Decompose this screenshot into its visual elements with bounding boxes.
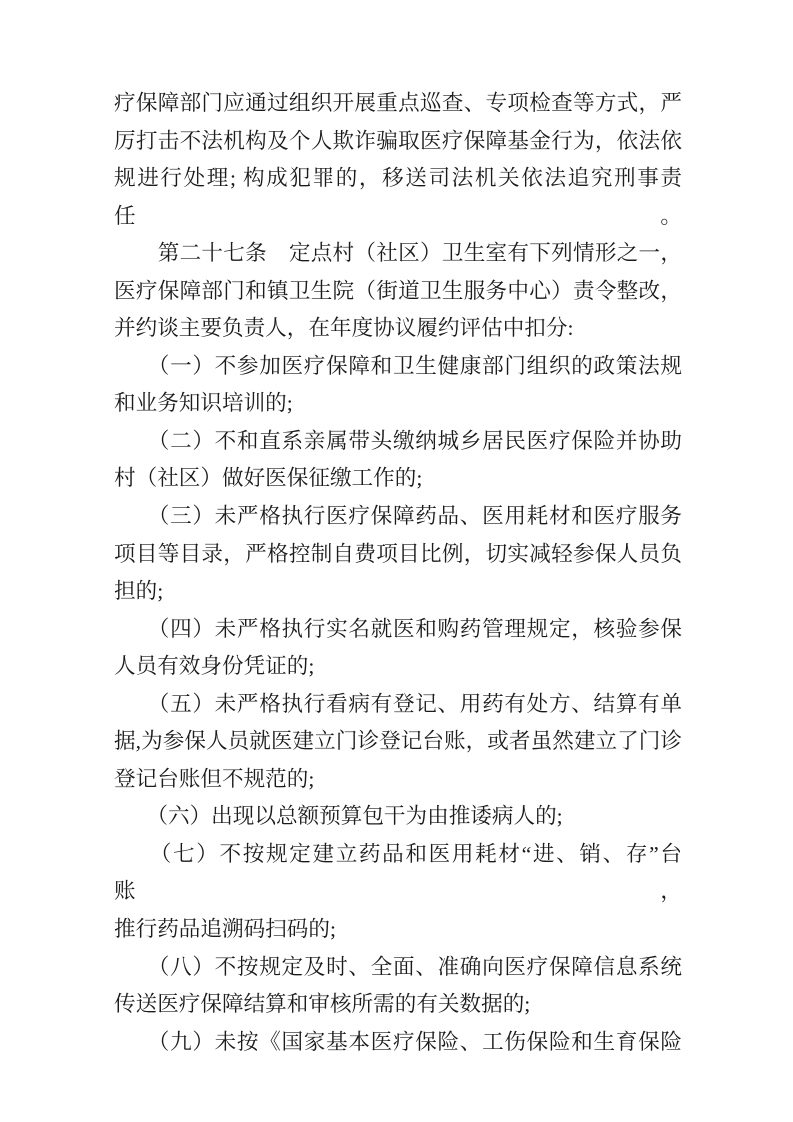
text-line: （三）未严格执行医疗保障药品、医用耗材和医疗服务 (114, 504, 682, 529)
text-line: （一）不参加医疗保障和卫生健康部门组织的政策法规 (114, 353, 682, 378)
text-line: 村（社区）做好医保征缴工作的; (114, 466, 423, 491)
text-line: 规进行处理; 构成犯罪的，移送司法机关依法追究刑事责任。 (114, 166, 682, 228)
text-line: 疗保障部门应通过组织开展重点巡查、专项检查等方式，严 (114, 91, 682, 115)
text-line: 并约谈主要负责人，在年度协议履约评估中扣分: (114, 316, 574, 341)
document-text-block (114, 85, 682, 1061)
text-line: （六）出现以总额预算包干为由推诿病人的; (114, 804, 563, 829)
text-line: 厉打击不法机构及个人欺诈骗取医疗保障基金行为，依法依 (114, 128, 682, 153)
text-line: （八）不按规定及时、全面、准确向医疗保障信息系统 (114, 954, 682, 979)
text-line: 医疗保障部门和镇卫生院（街道卫生服务中心）责令整改， (114, 278, 682, 303)
text-line: 项目等目录，严格控制自费项目比例，切实减轻参保人员负 (114, 541, 682, 566)
text-line: （五）未严格执行看病有登记、用药有处方、结算有单 (114, 691, 682, 716)
text-line: （四）未严格执行实名就医和购药管理规定，核验参保 (114, 616, 682, 641)
text-line: 第二十七条 定点村（社区）卫生室有下列情形之一， (114, 241, 682, 266)
text-line: 据,为参保人员就医建立门诊登记台账，或者虽然建立了门诊 (114, 729, 682, 754)
text-line: （九）未按《国家基本医疗保险、工伤保险和生育保险 (114, 1029, 682, 1054)
text-line: 传送医疗保障结算和审核所需的有关数据的; (114, 992, 531, 1017)
text-line: 担的; (114, 579, 164, 604)
text-line: （七）不按规定建立药品和医用耗材“进、销、存”台账， (114, 841, 682, 904)
text-line: 人员有效身份凭证的; (114, 654, 315, 679)
text-line: 登记台账但不规范的; (114, 766, 315, 791)
text-line: 推行药品追溯码扫码的; (114, 917, 336, 942)
text-line: 和业务知识培训的; (114, 391, 293, 416)
text-line: （二）不和直系亲属带头缴纳城乡居民医疗保险并协助 (114, 428, 682, 453)
